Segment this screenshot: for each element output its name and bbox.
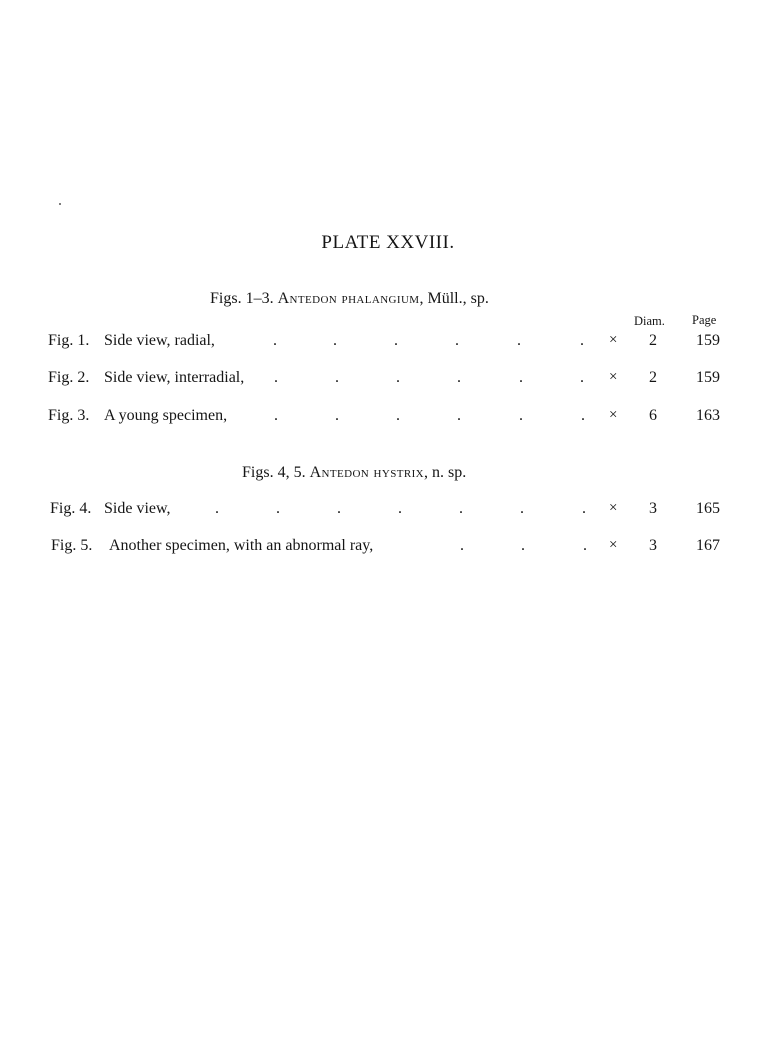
leader-dot: . [215,500,219,517]
leader-dot: . [335,369,339,386]
leader-dot: . [521,537,525,554]
fig-number: Fig. 1. [48,332,90,349]
table-row [0,332,776,354]
leader-dot: . [457,369,461,386]
leader-dot: . [581,407,585,424]
paper-speck [59,203,61,205]
page-number: 165 [696,500,720,517]
leader-dot: . [276,500,280,517]
fig-description: Side view, radial, [104,332,215,349]
magnification-sign: × [609,537,618,553]
fig-description: Side view, [104,500,171,517]
page-number: 159 [696,369,720,386]
fig-description: Side view, interradial, [104,369,245,386]
diam-column-header: Diam. [634,314,665,328]
leader-dot: . [274,407,278,424]
leader-dot: . [398,500,402,517]
table-row [0,407,776,429]
page-number: 163 [696,407,720,424]
diameter-value: 2 [649,332,657,349]
section-figs: Figs. 4, 5. [242,464,306,481]
leader-dot: . [457,407,461,424]
fig-description: A young specimen, [104,407,228,424]
page-number: 167 [696,537,720,554]
leader-dot: . [396,369,400,386]
leader-dot: . [274,369,278,386]
table-row [0,500,776,522]
leader-dot: . [337,500,341,517]
section-figs: Figs. 1–3. [210,290,274,307]
leader-dot: . [455,332,459,349]
leader-dot: . [394,332,398,349]
diameter-value: 2 [649,369,657,386]
species-name: Antedon phalangium [277,290,420,307]
diameter-value: 3 [649,537,657,554]
magnification-sign: × [609,369,618,385]
magnification-sign: × [609,500,618,516]
leader-dot: . [519,369,523,386]
table-row [0,537,776,559]
leader-dot: . [583,537,587,554]
table-row [0,369,776,391]
fig-number: Fig. 4. [50,500,92,517]
leader-dot: . [519,407,523,424]
fig-number: Fig. 2. [48,369,90,386]
leader-dot: . [460,537,464,554]
fig-number: Fig. 3. [48,407,90,424]
leader-dot: . [273,332,277,349]
leader-dot: . [396,407,400,424]
section-heading-2 [242,464,466,482]
section-heading-1 [210,290,489,308]
leader-dot: . [580,369,584,386]
species-authority: , n. sp. [424,464,467,481]
page-number: 159 [696,332,720,349]
leader-dot: . [582,500,586,517]
plate-title: PLATE XXVIII. [321,232,455,253]
leader-dot: . [580,332,584,349]
fig-description: Another specimen, with an abnormal ray, [109,537,374,554]
leader-dot: . [520,500,524,517]
species-name: Antedon hystrix [309,464,425,481]
species-authority: , Müll., sp. [419,290,489,307]
leader-dot: . [333,332,337,349]
leader-dot: . [335,407,339,424]
magnification-sign: × [609,407,618,423]
fig-number: Fig. 5. [51,537,93,554]
page-column-header: Page [692,313,717,327]
leader-dot: . [517,332,521,349]
leader-dot: . [459,500,463,517]
diameter-value: 6 [649,407,657,424]
diameter-value: 3 [649,500,657,517]
magnification-sign: × [609,332,618,348]
